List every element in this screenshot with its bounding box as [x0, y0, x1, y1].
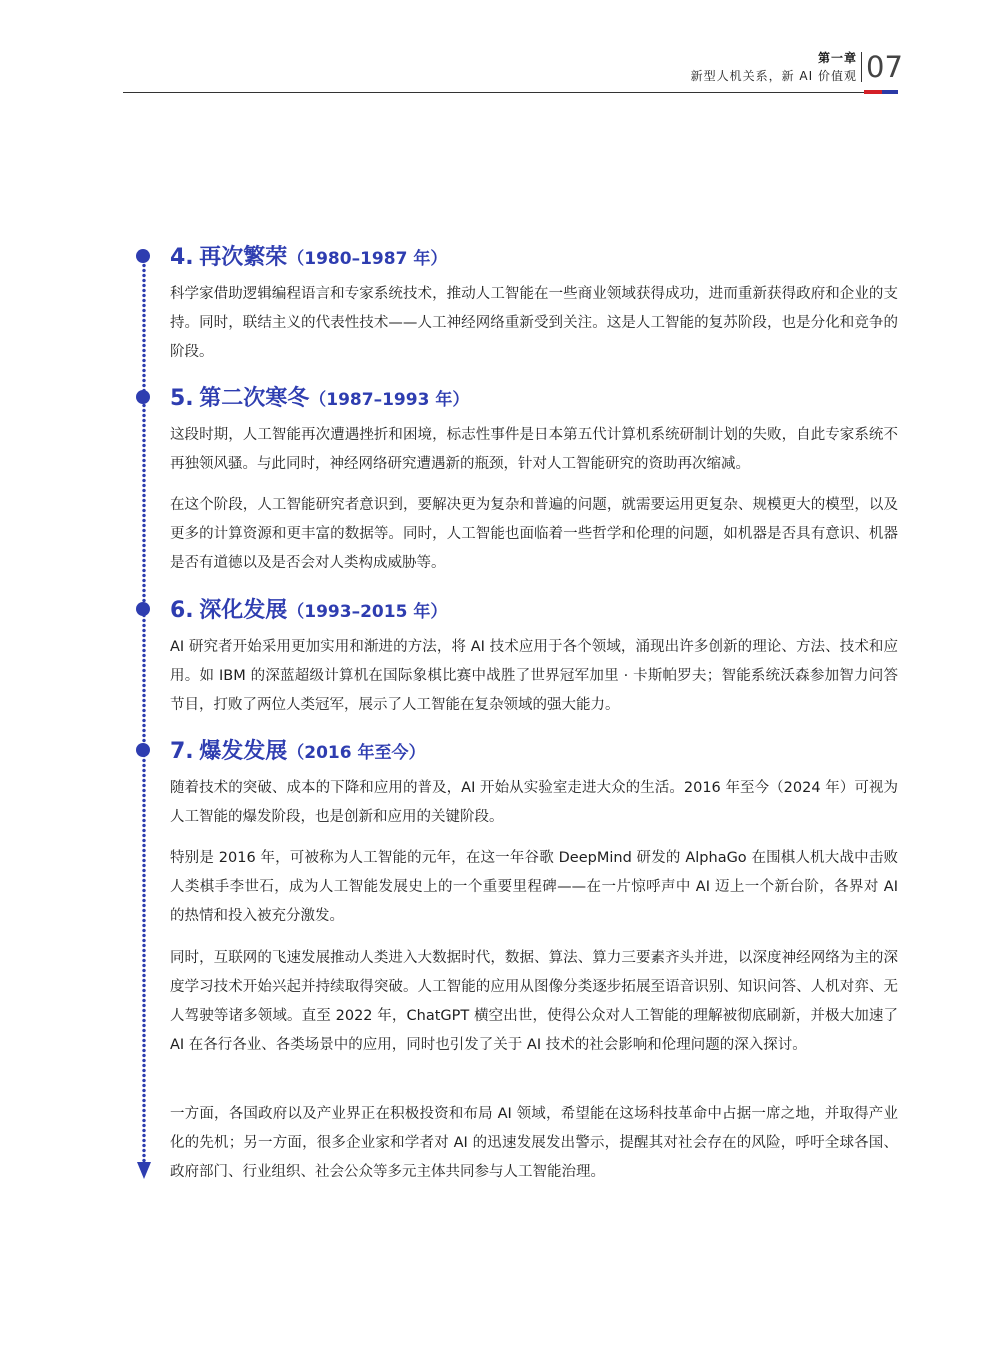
- timeline-node-4: [136, 249, 150, 263]
- paragraph: 特别是 2016 年，可被称为人工智能的元年，在这一年谷歌 DeepMind 研发的 AlphaGo 在围棋人机大战中击败人类棋手李世石，成为人工智能发展史上的一个重要里程碑——在一片惊呼声中 AI 迈上一个新台阶，各界对 AI 的热情和投入被充分激发。: [170, 850, 898, 924]
- paragraph: 科学家借助逻辑编程语言和专家系统技术，推动人工智能在一些商业领域获得成功，进而重新获得政府和企业的支持。同时，联结主义的代表性技术——人工神经网络重新受到关注。这是人工智能的复苏阶段，也是分化和竞争的阶段。: [170, 286, 898, 360]
- timeline-node-6: [136, 602, 150, 616]
- section-title-4: [170, 240, 447, 271]
- section-years: （1993–2015 年）: [287, 602, 448, 622]
- header-rule: [123, 92, 864, 93]
- section-name: 再次繁荣: [199, 245, 288, 270]
- section-title-6: [170, 593, 447, 624]
- section-name: 第二次寒冬: [199, 386, 310, 411]
- page-header: [0, 0, 992, 100]
- header-divider: [861, 52, 862, 82]
- section-years: （1987–1993 年）: [309, 390, 470, 410]
- section-number: 6.: [170, 598, 194, 623]
- section-title-7: [170, 734, 426, 765]
- paragraph: AI 研究者开始采用更加实用和渐进的方法，将 AI 技术应用于各个领域，涌现出许多创新的理论、方法、技术和应用。如 IBM 的深蓝超级计算机在国际象棋比赛中战胜了世界冠军加里 · 卡斯帕罗夫；智能系统沃森参加智力问答节目，打败了两位人类冠军，展示了人工智能在复杂领域的强大能力。: [170, 639, 898, 713]
- timeline-node-5: [136, 390, 150, 404]
- page-number: 07: [866, 50, 903, 84]
- section-years: （2016 年至今）: [287, 743, 426, 763]
- paragraph: 一方面，各国政府以及产业界正在积极投资和布局 AI 领域，希望能在这场科技革命中占据一席之地，并取得产业化的先机；另一方面，很多企业家和学者对 AI 的迅速发展发出警示，提醒其对社会存在的风险，呼吁全球各国、政府部门、行业组织、社会公众等多元主体共同参与人工智能治理。: [170, 1106, 898, 1180]
- chapter-subtitle: 新型人机关系，新 AI 价值观: [690, 69, 857, 83]
- chapter-label: 第一章: [817, 51, 857, 65]
- timeline-arrow-icon: [137, 1162, 151, 1179]
- section-number: 7.: [170, 739, 194, 764]
- timeline-node-7: [136, 743, 150, 757]
- section-number: 4.: [170, 245, 194, 270]
- header-rule-accent-red: [864, 90, 882, 94]
- section-name: 深化发展: [199, 598, 288, 623]
- section-years: （1980–1987 年）: [287, 249, 448, 269]
- paragraph: 同时，互联网的飞速发展推动人类进入大数据时代，数据、算法、算力三要素齐头并进，以深度神经网络为主的深度学习技术开始兴起并持续取得突破。人工智能的应用从图像分类逐步拓展至语音识别、知识问答、人机对弈、无人驾驶等诸多领域。直至 2022 年，ChatGPT 横空出世，使得公众对人工智能的理解被彻底刷新，并极大加速了 AI 在各行各业、各类场景中的应用，同时也引发了关于 AI 技术的社会影响和伦理问题的深入探讨。: [170, 950, 898, 1053]
- paragraph: 这段时期，人工智能再次遭遇挫折和困境，标志性事件是日本第五代计算机系统研制计划的失败，自此专家系统不再独领风骚。与此同时，神经网络研究遭遇新的瓶颈，针对人工智能研究的资助再次缩减。: [170, 427, 898, 472]
- section-name: 爆发发展: [199, 739, 288, 764]
- header-rule-accent-blue: [882, 90, 898, 94]
- section-number: 5.: [170, 386, 194, 411]
- section-title-5: [170, 381, 469, 412]
- paragraph: 随着技术的突破、成本的下降和应用的普及，AI 开始从实验室走进大众的生活。2016 年至今（2024 年）可视为人工智能的爆发阶段，也是创新和应用的关键阶段。: [170, 780, 898, 825]
- paragraph: 在这个阶段，人工智能研究者意识到，要解决更为复杂和普遍的问题，就需要运用更复杂、规模更大的模型，以及更多的计算资源和更丰富的数据等。同时，人工智能也面临着一些哲学和伦理的问题，如机器是否具有意识、机器是否有道德以及是否会对人类构成威胁等。: [170, 497, 898, 571]
